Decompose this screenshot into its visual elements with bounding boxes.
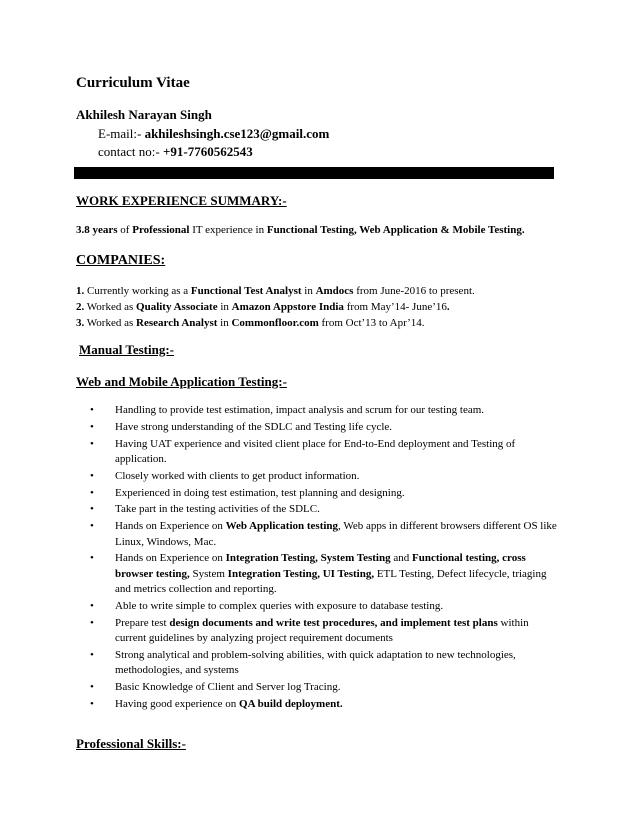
text-run: in xyxy=(217,301,232,313)
bullet-item xyxy=(90,403,560,418)
bold-text: Web Application testing xyxy=(225,520,339,533)
bullet-item xyxy=(90,551,560,597)
bold-text: Amazon Appstore India xyxy=(231,301,344,313)
text-run: Having good experience on xyxy=(115,698,240,710)
text-run: Take part in the testing activities of the SDLC. xyxy=(115,503,320,516)
bullet-icon: • xyxy=(90,469,94,482)
bold-text: Integration Testing, System Testing xyxy=(225,552,391,565)
text-run: in xyxy=(301,285,316,297)
text-run: Closely worked with clients to get product information. xyxy=(115,469,360,482)
bullet-item xyxy=(90,616,560,647)
summary-line xyxy=(76,224,525,236)
text-run: Hands on Experience on xyxy=(115,520,226,533)
bold-text: Integration Testing, UI Testing, xyxy=(227,567,375,580)
bold-text: Functional testing, cross browser testing, xyxy=(115,552,526,580)
bullet-item xyxy=(90,599,560,614)
text-run: Worked as xyxy=(84,317,137,329)
bold-text: Professional xyxy=(132,224,190,236)
bold-text: 2. xyxy=(76,301,85,313)
bullet-icon: • xyxy=(90,649,94,661)
candidate-name: Akhilesh Narayan Singh xyxy=(76,107,212,122)
phone-value: +91-7760562543 xyxy=(162,144,253,159)
email-label: E-mail:- xyxy=(98,126,145,141)
text-run: System xyxy=(189,567,228,580)
company-item xyxy=(76,317,425,329)
text-run: , Web apps in different browsers different OS like Linux, Windows, Mac. xyxy=(115,520,557,548)
bullet-icon: • xyxy=(90,486,94,499)
text-run: of xyxy=(117,224,133,236)
document-title: Curriculum Vitae xyxy=(76,75,190,91)
bold-text: Quality Associate xyxy=(136,301,218,313)
manual-testing-heading: Manual Testing:- xyxy=(79,342,174,357)
bullet-item xyxy=(90,519,560,550)
text-run: within current guidelines by analyzing project requirement documents xyxy=(115,616,529,645)
text-run: ETL Testing, Defect lifecycle, triaging and metrics collection and reporting. xyxy=(115,567,547,596)
phone-label: contact no:- xyxy=(98,144,163,159)
bullet-icon: • xyxy=(90,600,94,612)
text-run: from May’14- June’16 xyxy=(343,301,447,313)
email-value: akhileshsingh.cse123@gmail.com xyxy=(144,126,330,141)
text-run: in xyxy=(217,317,232,329)
company-item xyxy=(76,301,450,313)
work-summary-heading: WORK EXPERIENCE SUMMARY:- xyxy=(76,193,287,208)
bullet-item xyxy=(90,469,560,484)
bullet-item xyxy=(90,697,560,712)
web-mobile-testing-heading: Web and Mobile Application Testing:- xyxy=(76,374,287,389)
text-run: Currently working as a xyxy=(84,285,191,297)
bullet-icon: • xyxy=(90,698,94,710)
bullet-icon: • xyxy=(90,616,94,629)
bullet-icon: • xyxy=(90,520,94,533)
companies-heading: COMPANIES: xyxy=(76,253,166,268)
bullet-item xyxy=(90,502,560,517)
text-run: Experienced in doing test estimation, test planning and designing. xyxy=(115,486,405,499)
responsibilities-list xyxy=(90,403,560,714)
bullet-icon: • xyxy=(90,420,94,433)
text-run: from June-2016 to present. xyxy=(353,285,475,297)
text-run: Handling to provide test estimation, impact analysis and scrum for our testing team. xyxy=(115,404,485,416)
bullet-icon: • xyxy=(90,681,94,694)
text-run: from Oct’13 to Apr’14. xyxy=(318,317,425,329)
text-run: Worked as xyxy=(84,301,137,313)
text-run: and xyxy=(390,552,412,565)
bullet-item xyxy=(90,486,560,501)
company-item xyxy=(76,285,475,297)
text-run: Having UAT experience and visited client place for End-to-End deployment and Testing of application. xyxy=(115,437,516,465)
text-run: Prepare test xyxy=(115,616,170,629)
bold-text: 3.8 years xyxy=(76,224,118,236)
text-run: Strong analytical and problem-solving abilities, with quick adaptation to new technologies, methodologies, and systems xyxy=(115,649,516,677)
bullet-icon: • xyxy=(90,404,94,416)
bold-text: . xyxy=(446,301,450,313)
bold-text: Functional Test Analyst xyxy=(190,285,302,297)
bold-text: Amdocs xyxy=(315,285,354,297)
bold-text: 3. xyxy=(76,317,85,329)
bold-text: Functional Testing, Web Application & Mobile Testing. xyxy=(266,224,525,236)
bold-text: Commonfloor.com xyxy=(231,317,319,329)
bold-text: design documents and write test procedures, and implement test plans xyxy=(169,616,498,629)
text-run: Able to write simple to complex queries with exposure to database testing. xyxy=(115,600,444,612)
text-run: IT experience in xyxy=(189,224,267,236)
text-run: Hands on Experience on xyxy=(115,552,226,565)
professional-skills-heading: Professional Skills:- xyxy=(76,736,186,751)
phone-line xyxy=(98,144,253,160)
bullet-icon: • xyxy=(90,552,94,565)
bullet-item xyxy=(90,648,560,679)
bullet-icon: • xyxy=(90,503,94,516)
bullet-item xyxy=(90,420,560,435)
bold-text: QA build deployment. xyxy=(239,698,343,710)
email-line xyxy=(98,126,329,142)
text-run: Have strong understanding of the SDLC and Testing life cycle. xyxy=(115,420,393,433)
bullet-icon: • xyxy=(90,437,94,450)
text-run: Basic Knowledge of Client and Server log Tracing. xyxy=(115,681,341,694)
bullet-item xyxy=(90,437,560,468)
header-divider xyxy=(74,167,554,179)
bullet-item xyxy=(90,680,560,695)
bold-text: Research Analyst xyxy=(136,317,218,329)
bold-text: 1. xyxy=(76,285,85,297)
